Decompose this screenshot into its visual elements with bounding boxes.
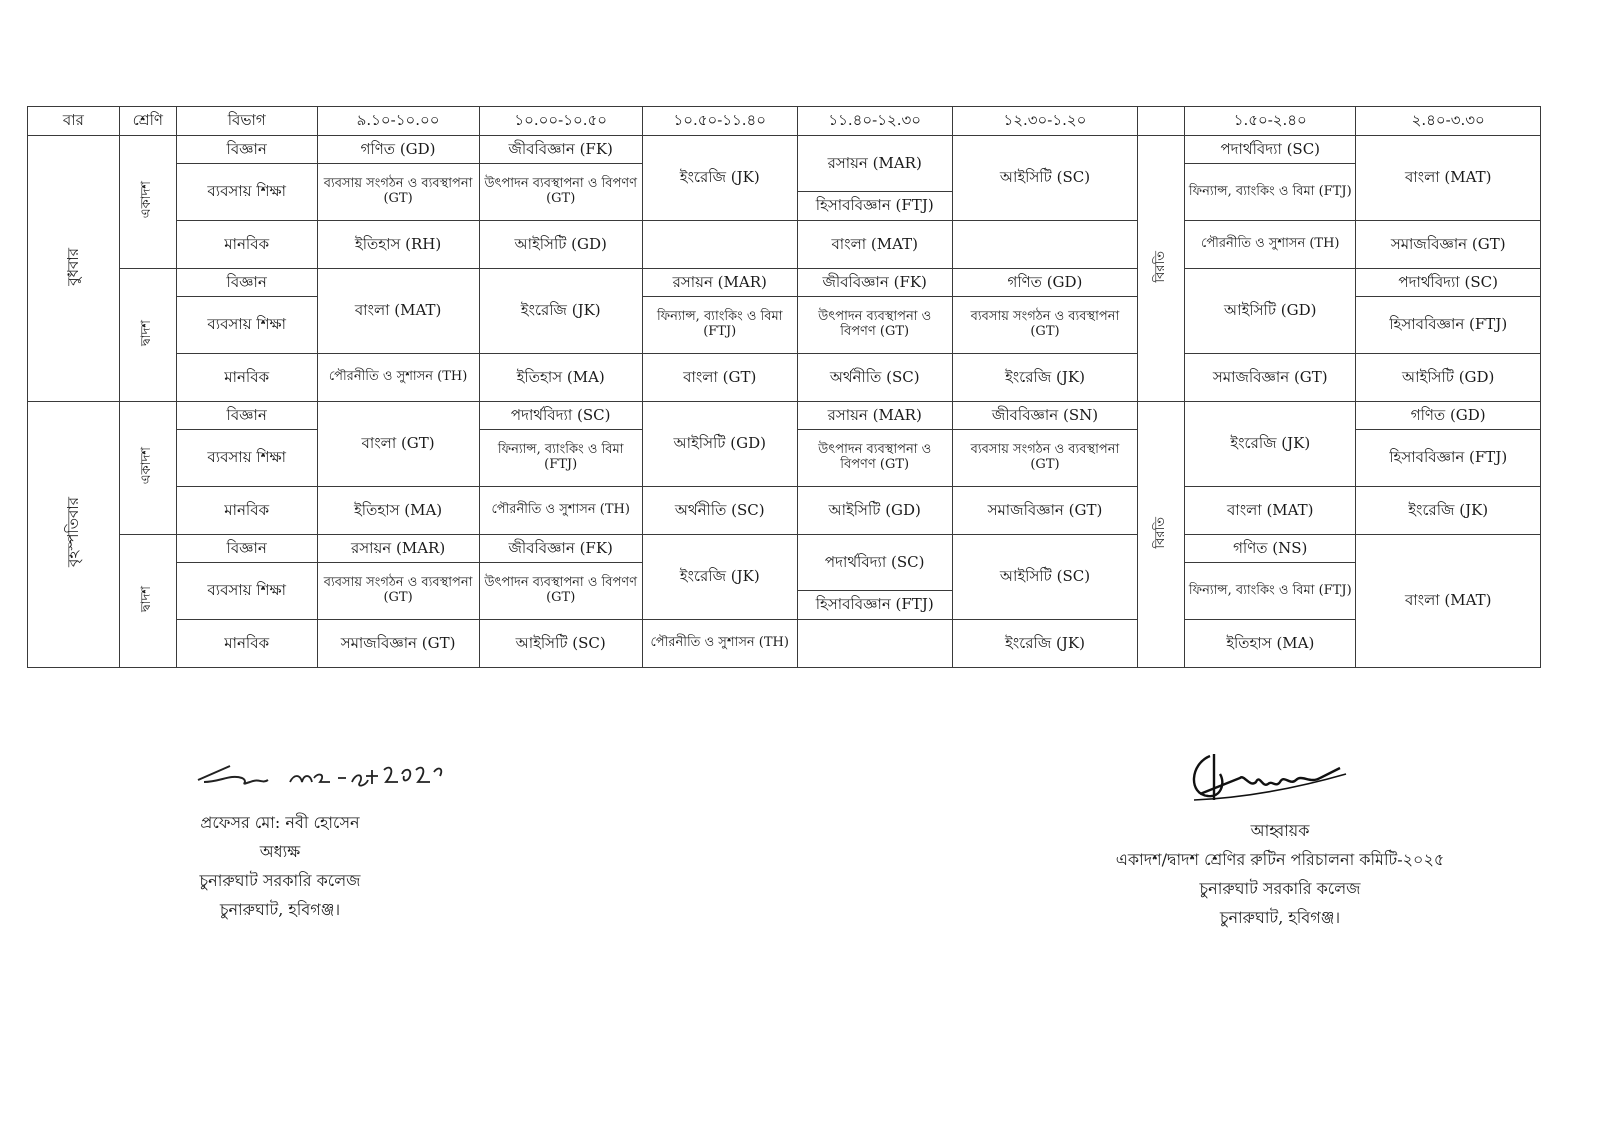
table-cell: বাংলা (MAT) [797,221,952,269]
header-slot: ১০.০০-১০.৫০ [479,107,642,136]
table-row [28,402,1541,430]
convener-title: আহ্বায়ক [1250,821,1310,840]
table-row [28,221,1541,269]
table-cell: সমাজবিজ্ঞান (GT) [952,487,1138,535]
group-business: ব্যবসায় শিক্ষা [176,164,317,221]
header-slot: ১২.৩০-১.২০ [952,107,1138,136]
class-cell-eleven: একাদশ [119,402,176,535]
day-cell-wednesday: বুধবার [28,136,120,402]
table-cell: উৎপাদন ব্যবস্থাপনা ও বিপণণ (GT) [797,297,952,354]
table-cell: বাংলা (MAT) [1356,535,1541,668]
header-class: শ্রেণি [119,107,176,136]
header-row [28,107,1541,136]
convener-committee: একাদশ/দ্বাদশ শ্রেণির রুটিন পরিচালনা কমিটি-২০২৫ [1115,850,1445,869]
table-cell: আইসিটি (SC) [952,136,1138,221]
table-cell: হিসাববিজ্ঞান (FTJ) [1356,430,1541,487]
principal-address: চুনারুঘাট, হবিগঞ্জ। [219,900,341,919]
table-cell: ইংরেজি (JK) [642,136,797,221]
convener-college: চুনারুঘাট সরকারি কলেজ [1199,879,1361,898]
table-cell: বাংলা (MAT) [1185,487,1356,535]
table-cell: ব্যবসায় সংগঠন ও ব্যবস্থাপনা (GT) [952,430,1138,487]
table-cell: জীববিজ্ঞান (FK) [479,535,642,563]
table-cell: পৌরনীতি ও সুশাসন (TH) [642,620,797,668]
convener-block [1070,816,1490,932]
convener-signature [1180,744,1360,814]
group-science: বিজ্ঞান [176,402,317,430]
table-cell: বাংলা (GT) [642,354,797,402]
table-cell: ইংরেজি (JK) [952,354,1138,402]
principal-title: অধ্যক্ষ [259,842,301,861]
convener-address: চুনারুঘাট, হবিগঞ্জ। [1219,908,1341,927]
table-cell: আইসিটি (SC) [952,535,1138,620]
table-cell: বাংলা (MAT) [1356,136,1541,221]
group-science: বিজ্ঞান [176,535,317,563]
principal-block [170,808,390,924]
table-cell: পদার্থবিদ্যা (SC) [797,535,952,591]
table-cell: ফিন্যান্স, ব্যাংকিং ও বিমা (FTJ) [479,430,642,487]
table-cell: পৌরনীতি ও সুশাসন (TH) [1185,221,1356,269]
table-cell: উৎপাদন ব্যবস্থাপনা ও বিপণণ (GT) [479,164,642,221]
header-group: বিভাগ [176,107,317,136]
table-cell: বাংলা (MAT) [317,269,479,354]
table-cell: ব্যবসায় সংগঠন ও ব্যবস্থাপনা (GT) [952,297,1138,354]
table-row [28,535,1541,563]
class-cell-twelve: দ্বাদশ [119,535,176,668]
table-cell [797,620,952,668]
table-cell: জীববিজ্ঞান (FK) [479,136,642,164]
table-cell: রসায়ন (MAR) [317,535,479,563]
table-cell: ব্যবসায় সংগঠন ও ব্যবস্থাপনা (GT) [317,164,479,221]
table-cell: ফিন্যান্স, ব্যাংকিং ও বিমা (FTJ) [642,297,797,354]
table-cell: আইসিটি (GD) [642,402,797,487]
table-cell: রসায়ন (MAR) [797,402,952,430]
table-cell: হিসাববিজ্ঞান (FTJ) [797,192,952,221]
table-cell: আইসিটি (GD) [1356,354,1541,402]
group-science: বিজ্ঞান [176,269,317,297]
header-day: বার [28,107,120,136]
table-row [28,487,1541,535]
header-slot: ৯.১০-১০.০০ [317,107,479,136]
table-cell: ইতিহাস (RH) [317,221,479,269]
table-row [28,136,1541,164]
break-cell: বিরতি [1138,136,1185,402]
table-cell: পদার্থবিদ্যা (SC) [1185,136,1356,164]
table-cell: হিসাববিজ্ঞান (FTJ) [1356,297,1541,354]
header-slot: ১১.৪০-১২.৩০ [797,107,952,136]
table-cell: হিসাববিজ্ঞান (FTJ) [797,591,952,620]
table-cell: বাংলা (GT) [317,402,479,487]
header-slot: ১.৫০-২.৪০ [1185,107,1356,136]
table-cell: গণিত (NS) [1185,535,1356,563]
table-cell: পৌরনীতি ও সুশাসন (TH) [479,487,642,535]
table-cell: সমাজবিজ্ঞান (GT) [317,620,479,668]
table-cell: গণিত (GD) [317,136,479,164]
table-cell: আইসিটি (GD) [797,487,952,535]
table-cell: ইতিহাস (MA) [1185,620,1356,668]
table-cell: ইংরেজি (JK) [952,620,1138,668]
table-cell: জীববিজ্ঞান (FK) [797,269,952,297]
class-cell-eleven: একাদশ [119,136,176,269]
principal-name: প্রফেসর মো: নবী হোসেন [200,813,360,832]
table-cell: অর্থনীতি (SC) [797,354,952,402]
table-cell: গণিত (GD) [952,269,1138,297]
table-cell: উৎপাদন ব্যবস্থাপনা ও বিপণণ (GT) [797,430,952,487]
table-cell: গণিত (GD) [1356,402,1541,430]
table-cell: আইসিটি (GD) [479,221,642,269]
table-row [28,620,1541,668]
table-cell: ইংরেজি (JK) [642,535,797,620]
group-business: ব্যবসায় শিক্ষা [176,430,317,487]
group-humanities: মানবিক [176,354,317,402]
table-cell: ফিন্যান্স, ব্যাংকিং ও বিমা (FTJ) [1185,164,1356,221]
table-cell [952,221,1138,269]
table-cell: ইতিহাস (MA) [317,487,479,535]
group-humanities: মানবিক [176,487,317,535]
group-business: ব্যবসায় শিক্ষা [176,563,317,620]
header-slot: ১০.৫০-১১.৪০ [642,107,797,136]
break-cell: বিরতি [1138,402,1185,668]
table-row [28,354,1541,402]
table-cell: পৌরনীতি ও সুশাসন (TH) [317,354,479,402]
table-cell: রসায়ন (MAR) [642,269,797,297]
table-cell: আইসিটি (SC) [479,620,642,668]
group-humanities: মানবিক [176,620,317,668]
table-cell: জীববিজ্ঞান (SN) [952,402,1138,430]
header-break [1138,107,1185,136]
table-cell: ইংরেজি (JK) [479,269,642,354]
table-cell: উৎপাদন ব্যবস্থাপনা ও বিপণণ (GT) [479,563,642,620]
table-cell: সমাজবিজ্ঞান (GT) [1356,221,1541,269]
table-cell: ব্যবসায় সংগঠন ও ব্যবস্থাপনা (GT) [317,563,479,620]
group-humanities: মানবিক [176,221,317,269]
table-cell: ফিন্যান্স, ব্যাংকিং ও বিমা (FTJ) [1185,563,1356,620]
table-cell: পদার্থবিদ্যা (SC) [1356,269,1541,297]
table-cell: রসায়ন (MAR) [797,136,952,192]
table-cell: ইতিহাস (MA) [479,354,642,402]
table-cell: আইসিটি (GD) [1185,269,1356,354]
table-cell [642,221,797,269]
table-cell: পদার্থবিদ্যা (SC) [479,402,642,430]
table-cell: সমাজবিজ্ঞান (GT) [1185,354,1356,402]
group-science: বিজ্ঞান [176,136,317,164]
principal-college: চুনারুঘাট সরকারি কলেজ [199,871,361,890]
routine-table [27,106,1541,668]
principal-signature [190,752,450,802]
table-row [28,269,1541,297]
header-slot: ২.৪০-৩.৩০ [1356,107,1541,136]
table-cell: অর্থনীতি (SC) [642,487,797,535]
table-cell: ইংরেজি (JK) [1356,487,1541,535]
group-business: ব্যবসায় শিক্ষা [176,297,317,354]
table-cell: ইংরেজি (JK) [1185,402,1356,487]
day-cell-thursday: বৃহস্পতিবার [28,402,120,668]
class-cell-twelve: দ্বাদশ [119,269,176,402]
